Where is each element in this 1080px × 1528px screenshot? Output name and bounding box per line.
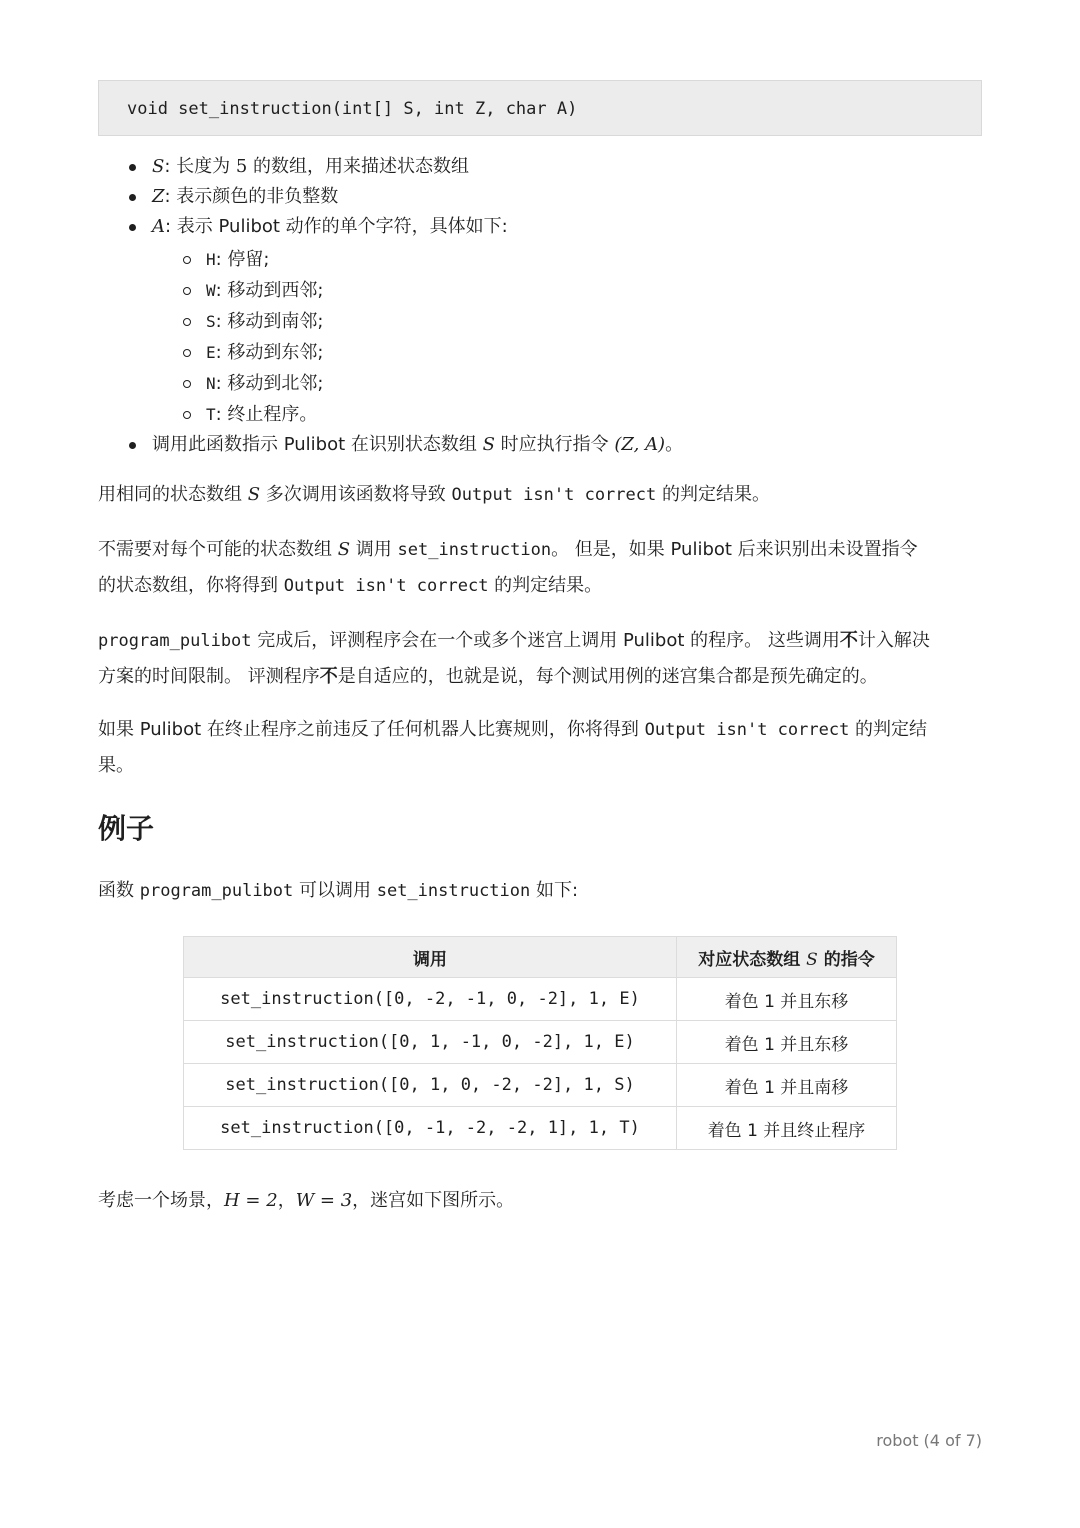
param-s-item: S: 长度为 5 的数组，用来描述状态数组 <box>98 152 982 182</box>
call-cell: set_instruction([0, 1, -1, 0, -2], 1, E) <box>184 1021 677 1064</box>
document-page <box>98 80 982 909</box>
call-cell: set_instruction([0, -2, -1, 0, -2], 1, E) <box>184 978 677 1021</box>
call-cell: set_instruction([0, 1, 0, -2, -2], 1, S) <box>184 1064 677 1107</box>
instruction-cell: 着色 1 并且东移 <box>677 1021 897 1064</box>
table-row <box>184 978 897 1021</box>
table-header-row <box>184 937 897 978</box>
example-calls-table <box>183 936 897 1150</box>
paragraph-rule-violation: 如果 Pulibot 在终止程序之前违反了任何机器人比赛规则，你将得到 Output isn't correct 的判定结 果。 <box>98 719 928 776</box>
paragraph-unset-instruction: 不需要对每个可能的状态数组 S 调用 set_instruction。 但是，如果 Pulibot 后来识别出未设置指令 的状态数组，你将得到 Output isn't correct 的判定结果。 <box>98 539 918 596</box>
function-signature-code: void set_instruction(int[] S, int Z, char A) <box>98 80 982 136</box>
instruction-cell: 着色 1 并且终止程序 <box>677 1107 897 1150</box>
header-call: 调用 <box>184 937 677 978</box>
action-item: N: 移动到北邻; <box>152 368 982 399</box>
instruction-cell: 着色 1 并且南移 <box>677 1064 897 1107</box>
param-z-item: Z: 表示颜色的非负整数 <box>98 182 982 212</box>
table-row <box>184 1064 897 1107</box>
instruction-bullet: 调用此函数指示 Pulibot 在识别状态数组 S 时应执行指令 (Z, A)。 <box>98 430 982 460</box>
parameter-list <box>98 152 982 460</box>
table-row <box>184 1021 897 1064</box>
call-cell: set_instruction([0, -1, -2, -2, 1], 1, T) <box>184 1107 677 1150</box>
action-item: H: 停留; <box>152 244 982 275</box>
action-item: E: 移动到东邻; <box>152 337 982 368</box>
action-item: S: 移动到南邻; <box>152 306 982 337</box>
table-row <box>184 1107 897 1150</box>
paragraph-grader-behavior: program_pulibot 完成后，评测程序会在一个或多个迷宫上调用 Pulibot 的程序。 这些调用不计入解决 方案的时间限制。 评测程序不是自适应的，也就是说，每个测试用例的迷宫集合都是预先确定的。 <box>98 630 930 687</box>
action-item: W: 移动到西邻; <box>152 275 982 306</box>
paragraph-example-intro: 函数 program_pulibot 可以调用 set_instruction 如下: <box>98 880 579 901</box>
example-heading: 例子 <box>98 812 155 845</box>
page-footer: robot (4 of 7) <box>876 1431 982 1450</box>
action-list <box>152 244 982 430</box>
paragraph-scenario: 考虑一个场景，H = 2，W = 3，迷宫如下图所示。 <box>98 1190 515 1211</box>
paragraph-duplicate-call: 用相同的状态数组 S 多次调用该函数将导致 Output isn't correct 的判定结果。 <box>98 484 770 505</box>
param-a-item: A: 表示 Pulibot 动作的单个字符，具体如下: H: 停留; W: 移动到西邻; S: 移动到南邻; E: 移动到东邻; N: 移动到北邻; T: 终止程序。 <box>98 212 982 430</box>
instruction-cell: 着色 1 并且东移 <box>677 978 897 1021</box>
action-item: T: 终止程序。 <box>152 399 982 430</box>
header-instruction: 对应状态数组 S 的指令 <box>677 937 897 978</box>
